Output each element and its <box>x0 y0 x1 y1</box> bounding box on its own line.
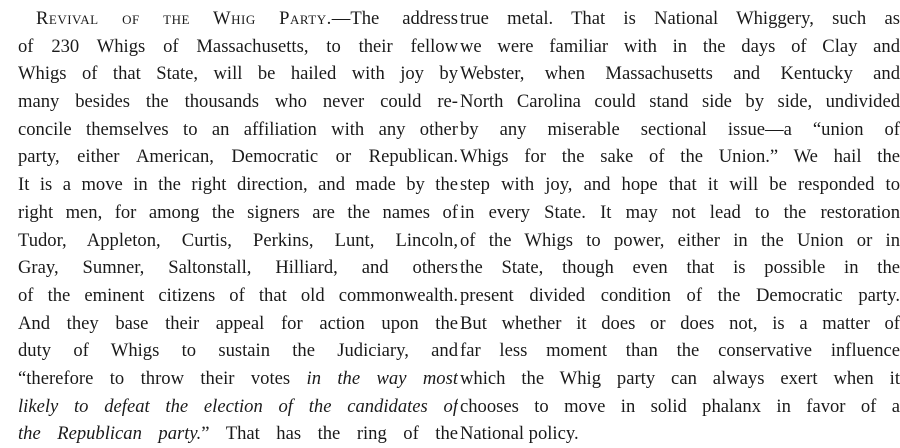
text-line: party, either American, Democratic or Republican. <box>18 146 458 168</box>
text-line: in every State. It may not lead to the restoration <box>460 201 900 223</box>
italic-quote-segment: likely to defeat the election of the candidates of <box>18 395 458 417</box>
text-line-segment: —The address <box>331 8 458 29</box>
text-line <box>18 5 458 33</box>
text-line: step with joy, and hope that it will be responded to <box>460 174 900 196</box>
text-line: North Carolina could stand side by side, undivided <box>460 91 900 113</box>
text-line: of 230 Whigs of Massachusetts, to their fellow <box>18 35 458 57</box>
text-line: Whigs for the sake of the Union.” We hail the <box>460 146 900 168</box>
italic-quote-segment: in the way most <box>306 367 458 389</box>
text-line: the State, though even that is possible in the <box>460 257 900 279</box>
text-line: Whigs of that State, will be hailed with joy by <box>18 63 458 85</box>
text-line: But whether it does or does not, is a matter of <box>460 312 900 334</box>
right-column <box>460 5 900 448</box>
text-line <box>18 365 458 393</box>
text-line: true metal. That is National Whiggery, such as <box>460 8 900 29</box>
article-heading: Revival of the Whig Party. <box>36 8 332 29</box>
text-line: by any miserable sectional issue—a “union of <box>460 118 900 140</box>
text-line: of the eminent citizens of that old commonwealth. <box>18 284 458 306</box>
text-line: National policy. <box>460 423 579 445</box>
text-line <box>18 393 458 421</box>
text-line: It is a move in the right direction, and made by the <box>18 174 458 196</box>
text-line: And they base their appeal for action upon the <box>18 312 458 334</box>
text-line: of the Whigs to power, either in the Union or in <box>460 229 900 251</box>
text-line: many besides the thousands who never could re- <box>18 91 458 113</box>
text-line-segment: “therefore to throw their votes <box>18 367 307 389</box>
text-line: Tudor, Appleton, Curtis, Perkins, Lunt, Lincoln, <box>18 229 458 251</box>
italic-quote-segment: the Republican party. <box>18 423 202 445</box>
text-line: right men, for among the signers are the names of <box>18 201 458 223</box>
text-line: duty of Whigs to sustain the Judiciary, and <box>18 340 458 362</box>
text-line: Gray, Sumner, Saltonstall, Hilliard, and others <box>18 257 458 279</box>
text-line: concile themselves to an affiliation with any other <box>18 118 458 140</box>
text-line-segment: ” That has the ring of the <box>201 423 458 445</box>
text-line: far less moment than the conservative influence <box>460 340 900 362</box>
text-line: which the Whig party can always exert when it <box>460 367 900 389</box>
left-column <box>18 5 458 448</box>
text-line <box>18 420 458 448</box>
text-line: chooses to move in solid phalanx in favor of a <box>460 395 900 417</box>
text-line: we were familiar with in the days of Clay and <box>460 35 900 57</box>
text-line: Webster, when Massachusetts and Kentucky and <box>460 63 900 85</box>
text-line: present divided condition of the Democratic party. <box>460 284 900 306</box>
